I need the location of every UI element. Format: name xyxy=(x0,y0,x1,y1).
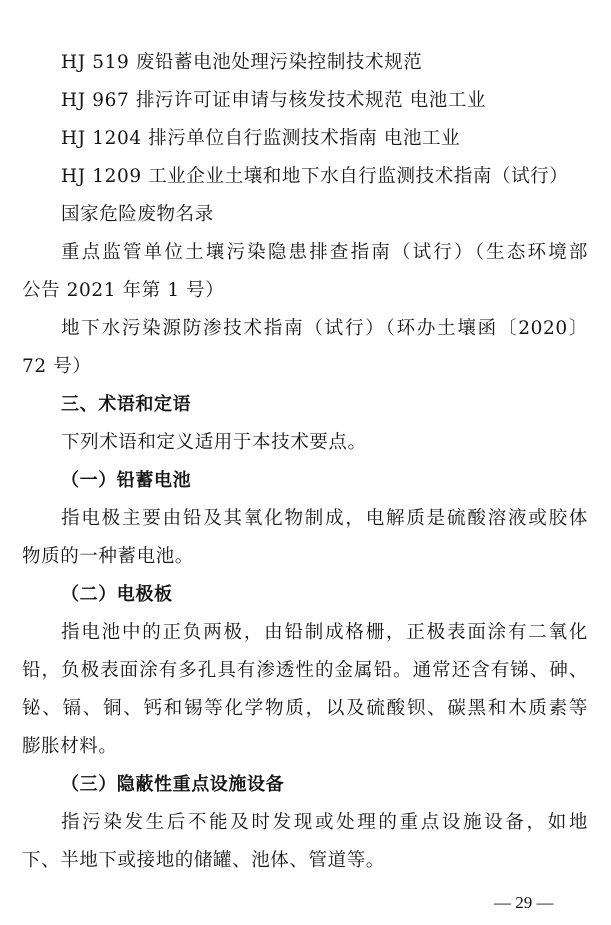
reference-hj519: HJ 519 废铅蓄电池处理污染控制技术规范 xyxy=(61,52,423,73)
section-intro: 下列术语和定义适用于本技术要点。 xyxy=(61,432,367,453)
reference-hazardous-waste-list: 国家危险废物名录 xyxy=(61,204,214,225)
reference-hj967: HJ 967 排污许可证申请与核发技术规范 电池工业 xyxy=(61,90,487,111)
page-number: — 29 — xyxy=(494,893,554,912)
reference-hj1204: HJ 1204 排污单位自行监测技术指南 电池工业 xyxy=(61,128,461,149)
term2-definition-line1: 指电池中的正负两极，由铅制成格栅，正极表面涂有二氧化 xyxy=(61,622,588,643)
term3-definition-line1: 指污染发生后不能及时发现或处理的重点设施设备，如地 xyxy=(61,812,588,833)
reference-hj1209: HJ 1209 工业企业土壤和地下水自行监测技术指南（试行） xyxy=(61,166,569,187)
reference-soil-guide-line2: 公告 2021 年第 1 号） xyxy=(22,280,225,301)
term1-definition-line2: 物质的一种蓄电池。 xyxy=(22,546,194,567)
reference-groundwater-guide-line2: 72 号） xyxy=(22,356,92,377)
term-heading-concealed-facilities: （三）隐蔽性重点设施设备 xyxy=(61,774,285,795)
term1-definition-line1: 指电极主要由铅及其氧化物制成，电解质是硫酸溶液或胶体 xyxy=(61,508,588,529)
term2-definition-line2: 铅，负极表面涂有多孔具有渗透性的金属铅。通常还含有锑、砷、 xyxy=(22,660,588,681)
term-heading-lead-acid-battery: （一）铅蓄电池 xyxy=(61,470,192,491)
reference-groundwater-guide-line1: 地下水污染源防渗技术指南（试行）（环办土壤函〔2020〕 xyxy=(61,318,588,339)
term3-definition-line2: 下、半地下或接地的储罐、池体、管道等。 xyxy=(22,850,385,871)
term-heading-electrode-plate: （二）电极板 xyxy=(61,584,173,605)
section-heading-terms: 三、术语和定语 xyxy=(61,394,192,415)
reference-soil-guide-line1: 重点监管单位土壤污染隐患排查指南（试行）（生态环境部 xyxy=(61,242,588,263)
term2-definition-line3: 铋、镉、铜、钙和锡等化学物质，以及硫酸钡、碳黑和木质素等 xyxy=(22,698,588,719)
term2-definition-line4: 膨胀材料。 xyxy=(22,736,118,757)
